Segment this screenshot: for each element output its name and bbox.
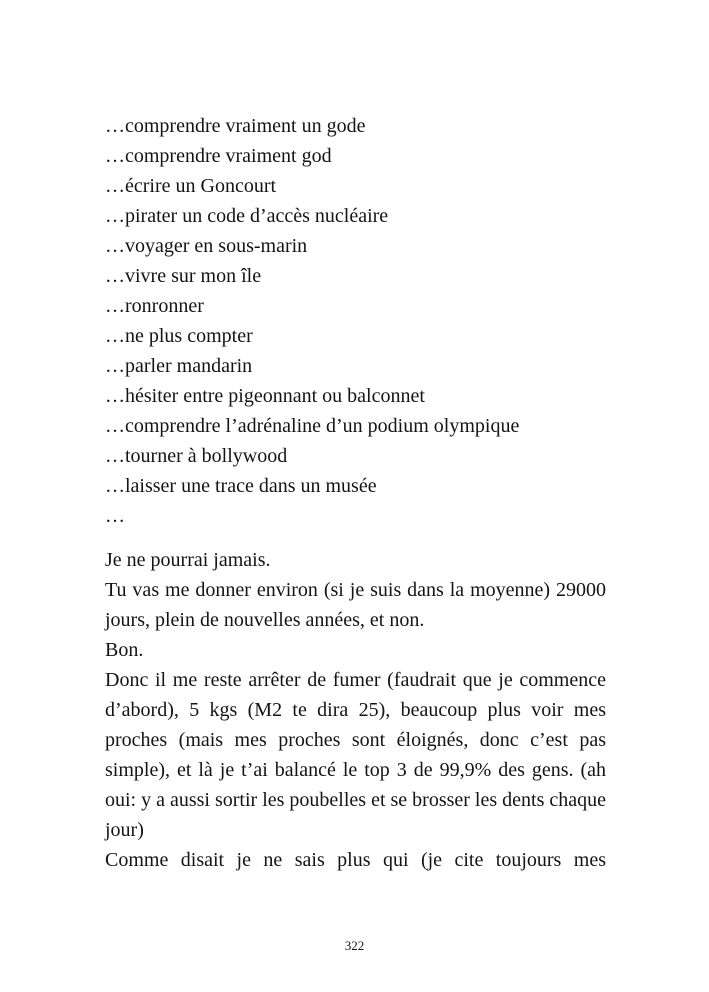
page-number: 322: [344, 938, 365, 953]
list-line: …pirater un code d’accès nucléaire: [105, 205, 389, 227]
list-line: …: [105, 505, 125, 527]
paragraph: Bon.: [105, 639, 144, 661]
list-line: …écrire un Goncourt: [105, 175, 277, 197]
list-line: …hésiter entre pigeonnant ou balconnet: [105, 385, 425, 407]
paragraph: Je ne pourrai jamais.: [105, 549, 271, 571]
list-line: …voyager en sous-marin: [105, 235, 308, 257]
paragraph: Tu vas me donner environ (si je suis dans la moyenne) 29000 jours, plein de nouvelles années, et non.: [105, 579, 606, 631]
list-line: …ne plus compter: [105, 325, 253, 347]
list-line: …comprendre vraiment un gode: [105, 115, 366, 137]
text-block: [105, 111, 606, 875]
paragraph: Comme disait je ne sais plus qui (je cite toujours mes: [105, 849, 606, 871]
list-line: …comprendre vraiment god: [105, 145, 332, 167]
list-line: …parler mandarin: [105, 355, 253, 377]
paragraph: Donc il me reste arrêter de fumer (faudrait que je commence d’abord), 5 kgs (M2 te dira 25), beaucoup plus voir mes proches (mais mes proches sont éloignés, donc c’est pas simple), et là je t’ai balancé le top 3 de 99,9% des gens. (ah oui: y a aussi sortir les poubelles et se brosser les dents chaque jour): [105, 669, 606, 841]
blank-line: [105, 531, 606, 545]
list-line: …laisser une trace dans un musée: [105, 475, 377, 497]
list-line: …vivre sur mon île: [105, 265, 262, 287]
list-line: …tourner à bollywood: [105, 445, 288, 467]
list-line: …ronronner: [105, 295, 204, 317]
list-line: …comprendre l’adrénaline d’un podium olympique: [105, 415, 520, 437]
